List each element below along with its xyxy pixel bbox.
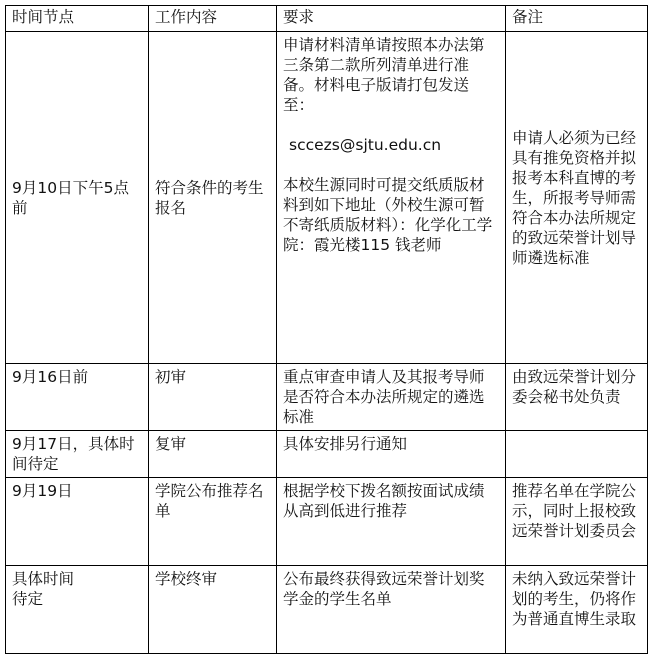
table-row	[6, 478, 648, 566]
requirement-text: 申请材料清单请按照本办法第三条第二款所列清单进行准备。材料电子版请打包发送至：	[283, 36, 485, 114]
cell-note	[506, 431, 648, 478]
cell-requirement: 具体安排另行通知	[277, 431, 506, 478]
cell-note: 未纳入致远荣誉计划的考生，仍将作为普通直博生录取	[506, 566, 648, 654]
cell-task: 初审	[149, 364, 277, 431]
cell-note: 推荐名单在学院公示，同时上报校致远荣誉计划委员会	[506, 478, 648, 566]
header-requirement: 要求	[277, 6, 506, 32]
cell-task: 复审	[149, 431, 277, 478]
requirement-text: 本校生源同时可提交纸质版材料到如下地址（外校生源可暂不寄纸质版材料）：化学化工学院：霞光楼115 钱老师	[283, 176, 493, 254]
cell-time	[6, 566, 149, 654]
cell-time: 9月19日	[6, 478, 149, 566]
cell-note: 由致远荣誉计划分委会秘书处负责	[506, 364, 648, 431]
table-row	[6, 32, 648, 364]
header-row	[6, 6, 648, 32]
cell-time: 9月10日下午5点前	[6, 32, 149, 364]
cell-time: 9月16日前	[6, 364, 149, 431]
cell-task: 学院公布推荐名单	[149, 478, 277, 566]
cell-note: 申请人必须为已经具有推免资格并拟报考本科直博的考生，所报考导师需符合本办法所规定的致远荣誉计划导师遴选标准	[506, 32, 648, 364]
time-line: 具体时间	[12, 570, 75, 588]
table-row	[6, 566, 648, 654]
cell-time: 9月17日，具体时间待定	[6, 431, 149, 478]
cell-task: 学校终审	[149, 566, 277, 654]
header-note: 备注	[506, 6, 648, 32]
email-address: sccezs@sjtu.edu.cn	[289, 136, 442, 154]
cell-requirement: 重点审查申请人及其报考导师是否符合本办法所规定的遴选标准	[277, 364, 506, 431]
cell-requirement: 根据学校下拨名额按面试成绩从高到低进行推荐	[277, 478, 506, 566]
table-row	[6, 364, 648, 431]
cell-task: 符合条件的考生报名	[149, 32, 277, 364]
schedule-table	[5, 5, 648, 654]
header-task: 工作内容	[149, 6, 277, 32]
table-row	[6, 431, 648, 478]
cell-requirement	[277, 32, 506, 364]
cell-requirement: 公布最终获得致远荣誉计划奖学金的学生名单	[277, 566, 506, 654]
time-line: 待定	[12, 590, 44, 608]
header-time: 时间节点	[6, 6, 149, 32]
